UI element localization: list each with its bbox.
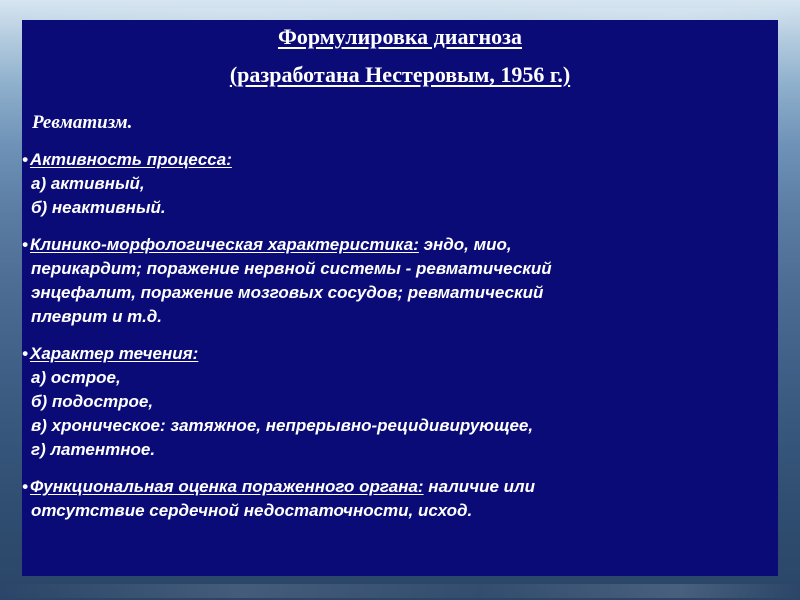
slide-title: Формулировка диагноза: [278, 24, 522, 49]
section-line: а) активный,: [31, 174, 145, 193]
disease-name: Ревматизм.: [32, 112, 133, 133]
bullet-icon: •: [22, 344, 28, 363]
section-line: перикардит; поражение нервной системы - ревматический: [31, 259, 552, 278]
bullet-icon: •: [22, 235, 28, 254]
background-texture: [0, 584, 800, 598]
section-heading: Функциональная оценка пораженного органа:: [30, 477, 424, 496]
section-heading-line: [22, 342, 772, 366]
bullet-icon: •: [22, 150, 28, 169]
section-heading-tail: наличие или: [423, 477, 536, 496]
section-line: отсутствие сердечной недостаточности, исход.: [31, 501, 473, 520]
criteria-section: [22, 342, 772, 462]
section-line: в) хроническое: затяжное, непрерывно-рецидивирующее,: [31, 416, 534, 435]
criteria-list: [22, 148, 772, 536]
section-heading: Характер течения:: [30, 344, 199, 363]
section-line: г) латентное.: [31, 440, 156, 459]
section-heading: Активность процесса:: [30, 150, 232, 169]
slide-subtitle: (разработана Нестеровым, 1956 г.): [229, 62, 571, 87]
section-heading: Клинико-морфологическая характеристика:: [30, 235, 419, 254]
section-line: б) подострое,: [31, 392, 154, 411]
section-line: а) острое,: [31, 368, 121, 387]
section-line: б) неактивный.: [31, 198, 166, 217]
bullet-icon: •: [22, 477, 28, 496]
criteria-section: [22, 148, 772, 220]
section-line: энцефалит, поражение мозговых сосудов; ревматический: [31, 283, 544, 302]
content-panel: [22, 20, 778, 576]
section-heading-line: [22, 148, 772, 172]
section-heading-tail: эндо, мио,: [418, 235, 512, 254]
section-heading-line: [22, 233, 772, 257]
criteria-section: [22, 233, 772, 329]
section-heading-line: [22, 475, 772, 499]
section-line: плеврит и т.д.: [31, 307, 163, 326]
criteria-section: [22, 475, 772, 523]
